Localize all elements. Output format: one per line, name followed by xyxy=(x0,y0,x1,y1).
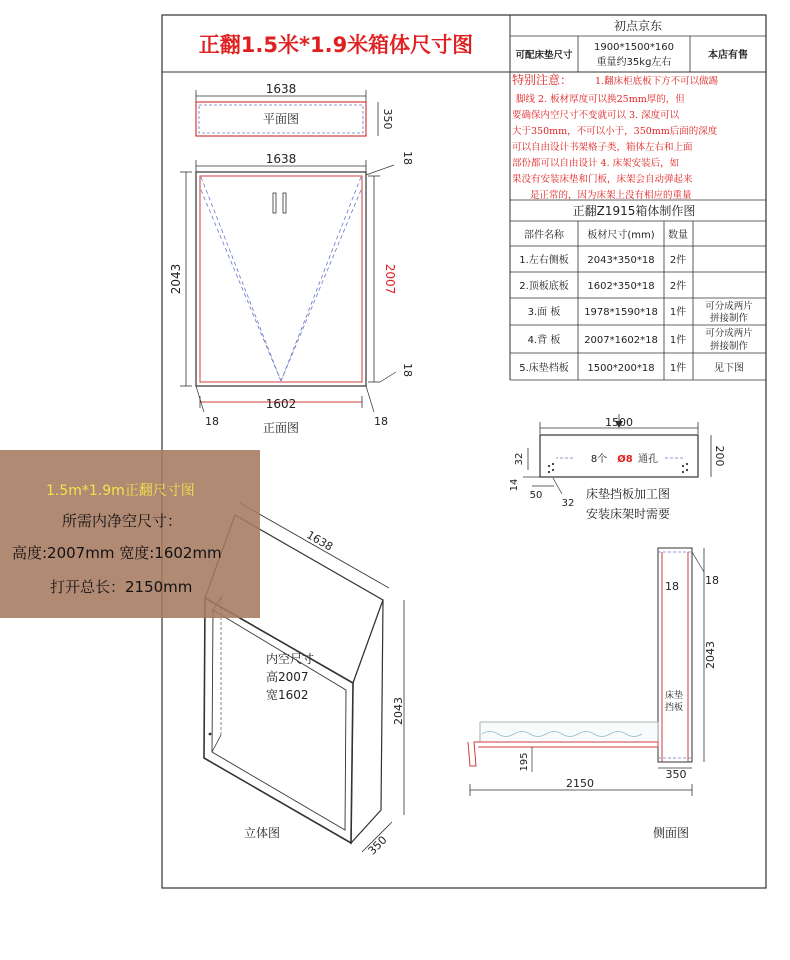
front-thickness-right: 18 xyxy=(374,415,388,428)
front-view xyxy=(169,151,414,435)
iso-height-dim: 2043 xyxy=(392,697,405,725)
iso-inner-label: 内空尺寸 xyxy=(266,652,315,666)
row-part-name: 1.左右侧板 xyxy=(519,255,569,266)
note-line-5: 可以自由设计书架格子类，箱体左右和上面 xyxy=(512,142,693,153)
baffle-dim-14: 14 xyxy=(509,478,520,492)
plan-depth-dim: 350 xyxy=(381,108,394,130)
front-height-dim: 2043 xyxy=(169,263,183,295)
side-mattress xyxy=(480,722,658,742)
front-view-label: 正面图 xyxy=(262,421,300,435)
table-row xyxy=(519,279,686,292)
plan-view xyxy=(196,82,394,136)
plan-view-label: 平面图 xyxy=(262,112,300,126)
front-thickness-bottom: 18 xyxy=(401,363,414,377)
side-thickness-inner: 18 xyxy=(665,580,679,593)
side-baffle-label: 床垫 xyxy=(664,691,684,701)
table-row xyxy=(519,253,686,266)
row-part-size: 1500*200*18 xyxy=(587,363,655,374)
side-view xyxy=(468,548,719,840)
exclusive-badge: 本店有售 xyxy=(708,50,748,61)
baffle-caption: 床垫挡板加工图 xyxy=(585,487,671,501)
side-baffle-label-2: 挡板 xyxy=(664,703,684,713)
baffle-width-dim: 1500 xyxy=(605,416,633,429)
overlay-title: 1.5m*1.9m正翻尺寸图 xyxy=(46,483,195,499)
info-overlay xyxy=(0,450,260,618)
iso-view-label: 立体图 xyxy=(243,826,281,840)
row-part-size: 1978*1590*18 xyxy=(584,307,658,318)
front-top-width-dim: 1638 xyxy=(265,152,297,166)
row-part-name: 3.面 板 xyxy=(527,307,561,318)
baffle-hole-type: 通孔 xyxy=(638,454,658,465)
row-part-note-2: 拼接制作 xyxy=(709,313,749,324)
table-header-size: 板材尺寸(mm) xyxy=(587,230,655,241)
baffle-dim-32-bottom: 32 xyxy=(561,498,575,509)
baffle-height-dim: 200 xyxy=(713,445,726,467)
iso-inner-width: 宽1602 xyxy=(266,688,309,702)
baffle-dim-50: 50 xyxy=(529,490,543,501)
note-line-8: 是正常的，因为床架上没有相应的重量 xyxy=(530,190,692,201)
side-bed-frame xyxy=(468,742,658,766)
baffle-detail xyxy=(509,414,726,521)
row-part-qty: 2件 xyxy=(669,281,687,292)
door-handle-left xyxy=(273,193,276,213)
table-row xyxy=(528,300,754,324)
table-title: 正翻Z1915箱体制作图 xyxy=(572,204,696,218)
baffle-hole-count: 8个 xyxy=(590,454,608,465)
overlay-clearance-label: 所需内净空尺寸： xyxy=(62,512,183,530)
row-part-qty: 1件 xyxy=(669,363,687,374)
front-inner-height-dim: 2007 xyxy=(383,263,397,295)
row-part-note-2: 拼接制作 xyxy=(709,341,749,352)
table-header-part: 部件名称 xyxy=(524,230,564,241)
baffle-dim-32-left: 32 xyxy=(514,452,525,466)
side-open-length-dim: 2150 xyxy=(566,777,594,790)
iso-depth-dim: 350 xyxy=(365,833,390,858)
plan-width-dim: 1638 xyxy=(265,82,297,96)
side-depth-dim: 350 xyxy=(665,768,687,781)
table-header-qty: 数量 xyxy=(668,230,688,241)
row-part-qty: 1件 xyxy=(669,335,687,346)
door-swing-lines xyxy=(201,177,361,381)
note-line-3: 要确保内空尺寸不变就可以 3. 深度可以 xyxy=(512,110,680,121)
mattress-weight: 重量约35kg左右 xyxy=(596,57,672,68)
baffle-hole-spec: Ø8 xyxy=(617,454,633,465)
note-line-7: 果没有安装床垫和门板，床架会自动弹起来 xyxy=(512,174,693,185)
note-line-2: 脚线 2. 板材厚度可以换25mm厚的，但 xyxy=(516,94,685,105)
page-title: 正翻1.5米*1.9米箱体尺寸图 xyxy=(198,33,474,57)
row-part-name: 5.床垫档板 xyxy=(519,363,569,374)
note-line-4: 大于350mm，不可以小于，350mm后面的深度 xyxy=(512,126,718,137)
overlay-dimensions: 高度:2007mm 宽度:1602mm xyxy=(12,544,222,562)
front-thickness-top: 18 xyxy=(401,151,414,165)
row-part-size: 2043*350*18 xyxy=(587,255,655,266)
row-part-qty: 2件 xyxy=(669,255,687,266)
iso-width-dim: 1638 xyxy=(304,528,336,554)
baffle-caption-2: 安装床架时需要 xyxy=(585,507,671,521)
notes-label: 特别注意： xyxy=(512,73,573,87)
store-name: 初点京东 xyxy=(613,19,663,33)
row-part-qty: 1件 xyxy=(669,307,687,318)
mattress-size: 1900*1500*160 xyxy=(594,42,674,53)
door-handle-right xyxy=(283,193,286,213)
note-line-1: 1.翻床柜底板下方不可以做踢 xyxy=(595,76,719,87)
row-part-size: 2007*1602*18 xyxy=(584,335,658,346)
table-row xyxy=(528,327,754,352)
side-leg-dim: 195 xyxy=(519,752,530,772)
side-thickness-outer: 18 xyxy=(705,574,719,587)
front-inner-width-dim: 1602 xyxy=(265,397,297,411)
row-part-note: 可分成两片 xyxy=(705,301,753,312)
mattress-label: 可配床垫尺寸 xyxy=(515,50,573,61)
side-height-dim: 2043 xyxy=(704,641,717,669)
row-part-name: 2.顶板底板 xyxy=(519,281,569,292)
row-part-name: 4.背 板 xyxy=(527,335,561,346)
overlay-open-length: 打开总长：2150mm xyxy=(50,578,193,596)
side-view-label: 侧面图 xyxy=(652,826,690,840)
note-line-6: 部份都可以自由设计 4. 床架安装后，如 xyxy=(512,158,680,169)
row-part-size: 1602*350*18 xyxy=(587,281,655,292)
front-inner-frame xyxy=(200,176,362,382)
row-part-note: 见下图 xyxy=(714,363,744,374)
table-row xyxy=(519,361,744,374)
row-part-note: 可分成两片 xyxy=(705,328,753,339)
front-outer-frame xyxy=(196,172,366,386)
iso-inner-height: 高2007 xyxy=(266,670,309,684)
front-thickness-left: 18 xyxy=(205,415,219,428)
